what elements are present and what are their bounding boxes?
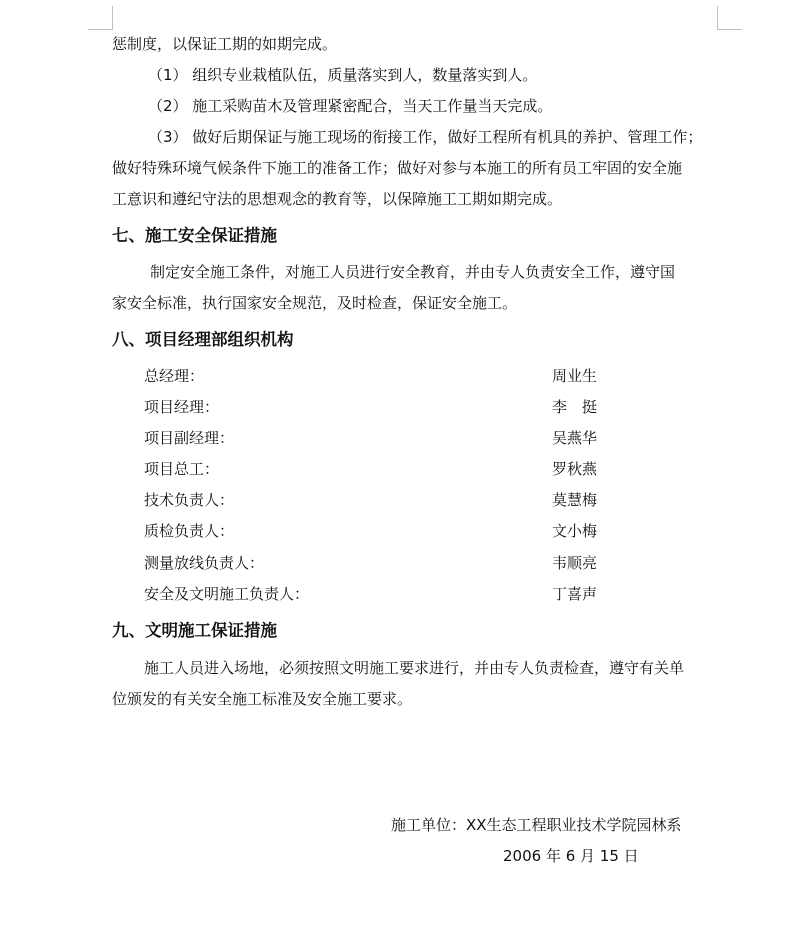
signature-date: 2006 年 6 月 15 日: [503, 847, 639, 865]
paragraph-line: 位颁发的有关安全施工标准及安全施工要求。: [112, 690, 413, 708]
list-item-1: （1） 组织专业栽植队伍，质量落实到人，数量落实到人。: [148, 66, 538, 84]
paragraph-line: 家安全标准，执行国家安全规范，及时检查，保证安全施工。: [112, 294, 518, 312]
section-heading-8: 八、项目经理部组织机构: [112, 330, 294, 349]
org-name: 罗秋燕: [552, 460, 598, 478]
crop-mark-right-horizontal: [717, 29, 742, 30]
org-role: 质检负责人：: [144, 522, 235, 540]
org-role: 安全及文明施工负责人：: [144, 585, 310, 603]
org-name: 丁喜声: [552, 585, 598, 603]
section-heading-9: 九、文明施工保证措施: [112, 621, 277, 640]
list-item-3-continued: 做好特殊环境气候条件下施工的准备工作；做好对参与本施工的所有员工牢固的安全施: [112, 159, 683, 177]
org-name: 李 挺: [552, 398, 598, 416]
org-role: 项目总工：: [144, 460, 220, 478]
org-role: 技术负责人：: [144, 491, 235, 509]
paragraph-line: 施工人员进入场地，必须按照文明施工要求进行，并由专人负责检查，遵守有关单: [144, 659, 685, 677]
org-role: 总经理：: [144, 367, 205, 385]
paragraph-line: 制定安全施工条件，对施工人员进行安全教育，并由专人负责安全工作，遵守国: [150, 263, 676, 281]
org-name: 莫慧梅: [552, 491, 598, 509]
list-item-3-continued: 工意识和遵纪守法的思想观念的教育等，以保障施工工期如期完成。: [112, 190, 563, 208]
continuation-text: 惩制度，以保证工期的如期完成。: [112, 35, 338, 53]
org-name: 吴燕华: [552, 429, 598, 447]
org-name: 文小梅: [552, 522, 598, 540]
crop-mark-left-vertical: [112, 6, 113, 30]
crop-mark-right-vertical: [717, 6, 718, 30]
signature-unit: 施工单位：XX生态工程职业技术学院园林系: [391, 816, 682, 834]
list-item-3: （3） 做好后期保证与施工现场的衔接工作，做好工程所有机具的养护、管理工作；: [148, 128, 703, 146]
org-role: 测量放线负责人：: [144, 554, 265, 572]
org-name: 周业生: [552, 367, 598, 385]
list-item-2: （2） 施工采购苗木及管理紧密配合，当天工作量当天完成。: [148, 97, 553, 115]
org-role: 项目经理：: [144, 398, 220, 416]
crop-mark-left-horizontal: [88, 29, 113, 30]
org-name: 韦顺亮: [552, 554, 598, 572]
org-role: 项目副经理：: [144, 429, 235, 447]
section-heading-7: 七、施工安全保证措施: [112, 226, 277, 245]
